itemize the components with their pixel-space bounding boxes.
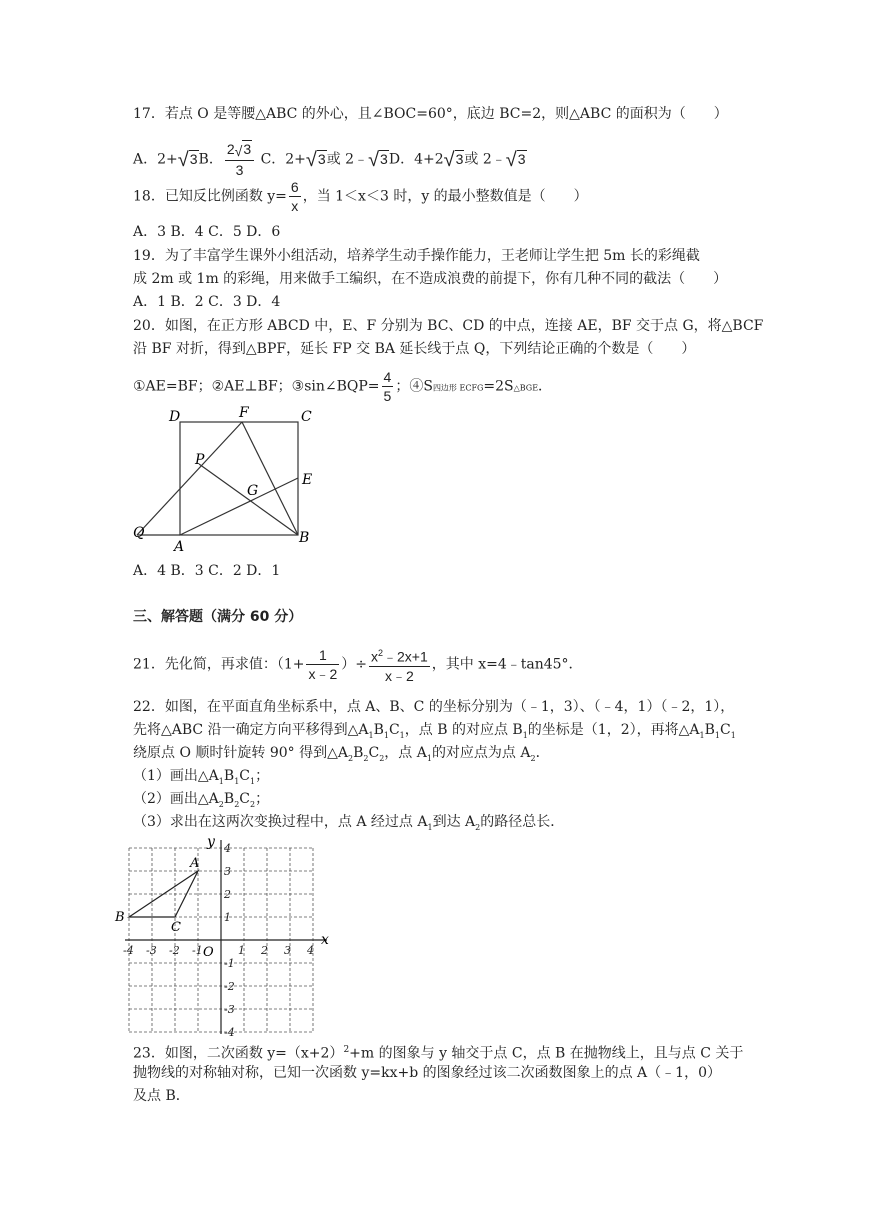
q18-stem: 18．已知反比例函数 y= $\frac{6}{x}$ ，当 1＜x＜3 时，y 的最小整数值是（ ）: [133, 179, 588, 214]
q22-line3: 绕原点 O 顺时针旋转 90° 得到$\triangle A_2B_2C_2$，点 $A_1$的对应点为点 $A_2$．: [133, 745, 550, 763]
x-tick-label: -2: [169, 944, 180, 957]
line-pb: [199, 464, 298, 535]
q21-expression: 21．先化简，再求值：（1+ $\frac{1}{x﹣2}$ ）÷ $\frac{x^2﹣2x+1}{x﹣2}$ ，其中 x=4﹣tan45°．: [133, 644, 583, 685]
q17-stem: 17．若点 O 是等腰△ABC 的外心，且∠BOC=60°，底边 BC=2，则△ABC 的面积为（ ）: [133, 106, 728, 122]
y-tick-label: -4: [224, 1026, 235, 1039]
x-tick-label: -1: [192, 944, 203, 957]
x-tick-label: 1: [238, 944, 245, 957]
x-tick-label: 3: [284, 944, 291, 957]
label-p: P: [195, 452, 205, 468]
label-e: E: [302, 472, 313, 488]
y-tick-label: -2: [224, 980, 235, 993]
q20-conclusions: ①AE=BF；②AE⊥BF；③sin∠BQP= $\frac{4}{5}$ ；④S四边形 ECFG=2S△BGE．: [133, 369, 553, 404]
q23-line2: 抛物线的对称轴对称，已知一次函数 y=kx+b 的图象经过该二次函数图象上的点 A（﹣1，0）: [133, 1065, 721, 1081]
q23-line3: 及点 B．: [133, 1088, 190, 1104]
y-tick-label: 3: [224, 865, 231, 878]
label-g: G: [247, 483, 259, 499]
label-f: F: [239, 405, 249, 421]
y-axis-label: y: [207, 834, 215, 850]
q20-square-figure: [125, 400, 325, 555]
q22-step3: （3）求出在这两次变换过程中，点 A 经过点 $A_1$到达 $A_2$的路径总长．: [133, 814, 565, 832]
x-tick-label: -3: [146, 944, 157, 957]
y-tick-label: -1: [224, 957, 235, 970]
y-tick-label: -3: [224, 1003, 235, 1016]
square-abcd: [180, 422, 298, 535]
q19-line2: 成 2m 或 1m 的彩绳，用来做手工编织，在不造成浪费的前提下，你有几种不同的截法（ ）: [133, 271, 728, 287]
q17-frac-b: $\frac{2√3}{3}$: [225, 140, 254, 179]
x-tick-label: -4: [123, 944, 134, 957]
q23-line1: 23．如图，二次函数 $y=(x+2)^2+m$ 的图象与 y 轴交于点 C，点 B 在抛物线上，且与点 C 关于: [133, 1045, 744, 1062]
q22-step1: （1）画出$\triangle A_1B_1C_1$；: [133, 768, 270, 786]
q17-option-d: D．4+2: [388, 151, 444, 168]
x-tick-label: 2: [261, 944, 268, 957]
q22-step2: （2）画出$\triangle A_2B_2C_2$；: [133, 791, 270, 809]
x-tick-label: 4: [307, 944, 314, 957]
q19-options: A．1 B．2 C．3 D．4: [133, 294, 281, 310]
section-title: 三、解答题（满分 60 分）: [133, 609, 303, 625]
point-c-label: C: [171, 920, 181, 935]
y-tick-label: 1: [224, 911, 231, 924]
q21-fraction-2: $\frac{x^2﹣2x+1}{x﹣2}$: [369, 644, 430, 685]
q19-line1: 19．为了丰富学生课外小组活动，培养学生动手操作能力，王老师让学生把 5m 长的彩绳截: [133, 248, 700, 264]
point-b-label: B: [115, 910, 125, 925]
q17-option-b: B．: [198, 151, 223, 168]
q20-line1: 20．如图，在正方形 ABCD 中，E、F 分别为 BC、CD 的中点，连接 AE，BF 交于点 G，将△BCF: [133, 318, 764, 334]
line-fb: [242, 422, 298, 535]
label-b: B: [299, 530, 310, 546]
y-tick-label: 4: [224, 842, 231, 855]
q21-fraction-1: $\frac{1}{x﹣2}$: [308, 646, 338, 682]
point-a-label: A: [190, 856, 200, 871]
q22-coordinate-grid: [115, 834, 340, 1039]
label-d: D: [169, 409, 181, 425]
q20-line2: 沿 BF 对折，得到△BPF，延长 FP 交 BA 延长线于点 Q，下列结论正确的个数是（ ）: [133, 341, 696, 357]
line-ae: [180, 478, 298, 535]
q17-option-c: C．2+: [260, 151, 306, 168]
sqrt-3: √3: [177, 148, 198, 171]
q18-options: A．3 B．4 C．5 D．6: [133, 224, 281, 240]
q18-fraction: $\frac{6}{x}$: [290, 179, 299, 214]
x-axis-label: x: [321, 932, 329, 948]
origin-label: O: [203, 945, 214, 960]
y-tick-label: 2: [224, 888, 231, 901]
label-a: A: [174, 539, 185, 555]
q20-options: A．4 B．3 C．2 D．1: [133, 563, 281, 579]
label-q: Q: [133, 525, 145, 541]
q22-line2: 先将△ABC 沿一确定方向平移得到$\triangle A_1B_1C_1$，点 B 的对应点 $B_1$的坐标是（1，2），再将$\triangle A_1B_1C_1$: [133, 722, 736, 740]
line-qf: [137, 422, 242, 535]
q20-fraction: $\frac{4}{5}$: [383, 369, 392, 404]
q17-options: A．2+√3B． $\frac{2√3}{3}$ C．2+√3或 2﹣√3D．4+2√3或 2﹣√3: [133, 141, 526, 178]
label-c: C: [301, 409, 312, 425]
q22-line1: 22．如图，在平面直角坐标系中，点 A、B、C 的坐标分别为（﹣1，3）、（﹣4，1）（﹣2，1），: [133, 699, 735, 715]
q17-option-a: A．2+: [133, 151, 178, 168]
